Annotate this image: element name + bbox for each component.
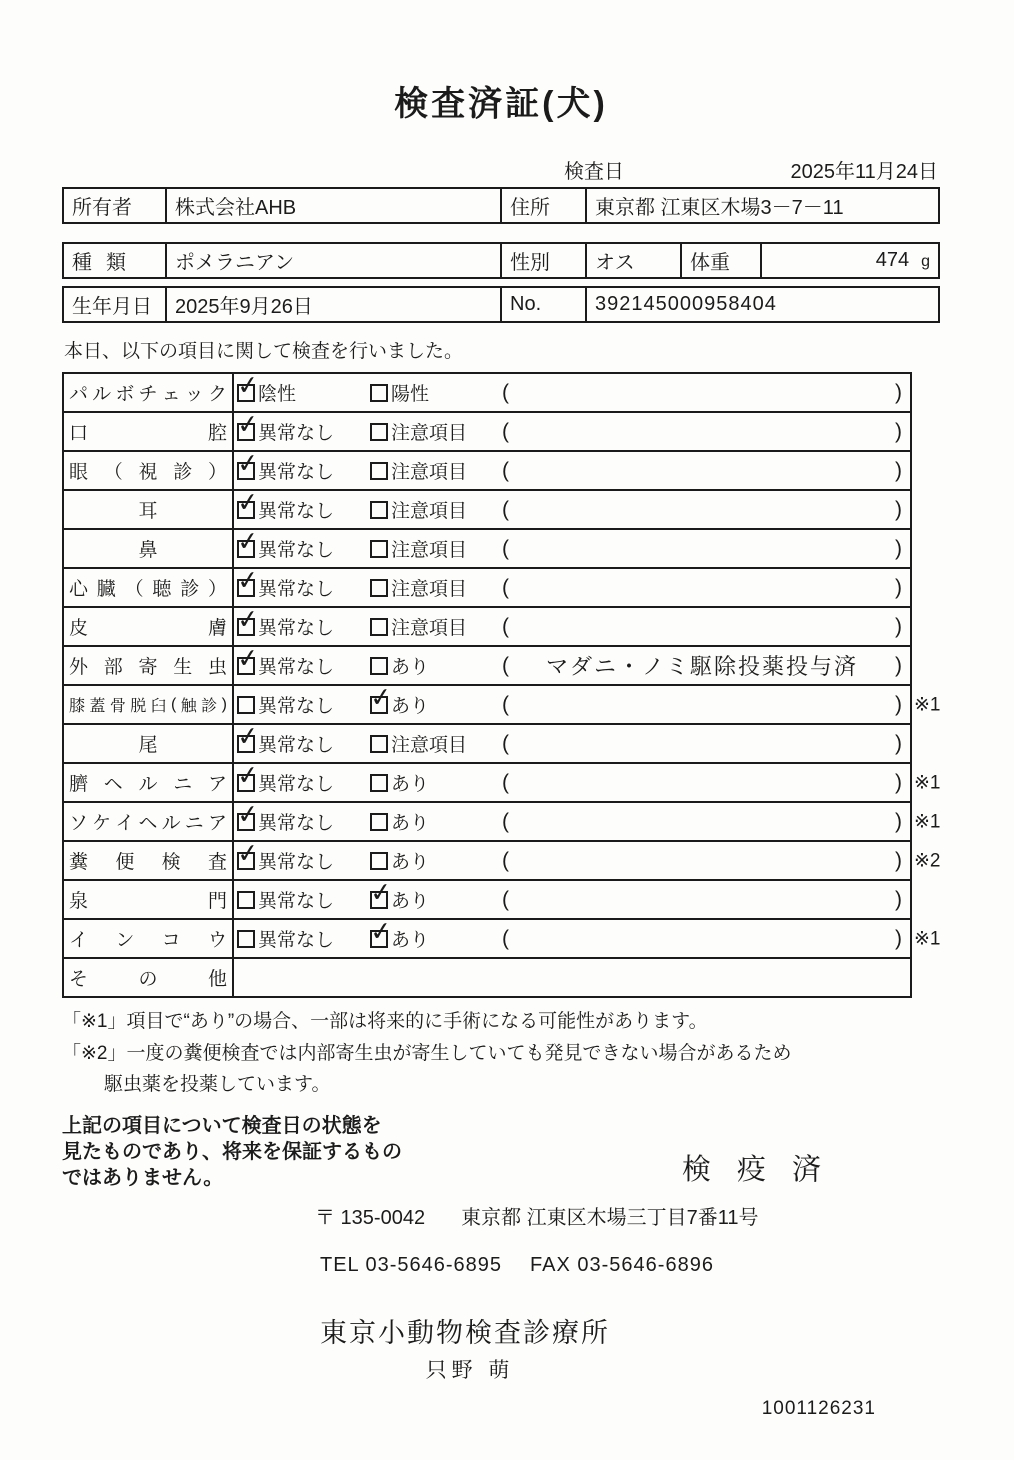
checkbox-icon [370, 618, 388, 636]
close-paren: ) [895, 731, 902, 755]
birth-info-table [62, 286, 940, 323]
remarks-field [502, 381, 910, 405]
option-positive [368, 914, 502, 952]
remarks-text: マダニ・ノミ駆除投薬投与済 [545, 654, 858, 679]
sex-value: オス [586, 243, 681, 278]
checkbox-icon [237, 696, 255, 714]
inspection-row-body [234, 368, 910, 411]
remarks-field [502, 888, 910, 912]
inspection-row-body [234, 563, 910, 606]
option-positive-label: 注意項目 [391, 501, 468, 522]
checkbox-icon [235, 602, 261, 636]
checkbox-icon [368, 914, 394, 948]
sex-label: 性別 [501, 243, 586, 278]
inspection-row-body [234, 914, 910, 957]
footnote-1: 「※1」項目で“あり”の場合、一部は将来的に手術になる可能性があります。 [62, 1011, 708, 1032]
checkbox-icon [370, 852, 388, 870]
address-value: 東京都 江東区木場3－7－11 [586, 188, 939, 223]
inspection-row [64, 602, 910, 647]
inspection-row-body [234, 836, 910, 879]
checkbox-icon [370, 462, 388, 480]
option-positive [370, 379, 502, 406]
option-negative-label: 異常なし [258, 930, 335, 951]
open-paren: ( [502, 653, 509, 677]
clinic-info [62, 1201, 940, 1420]
option-positive-label: あり [391, 657, 430, 678]
option-positive [370, 652, 502, 679]
disclaimer-line-1: 上記の項目について検査日の状態を [62, 1114, 382, 1137]
inspection-row [64, 680, 941, 725]
disclaimer-line-2: 見たものであり、将来を保証するもの [62, 1140, 402, 1163]
option-negative-label: 異常なし [258, 813, 335, 834]
checkbox-icon [237, 891, 255, 909]
open-paren: ( [502, 380, 509, 404]
owner-value: 株式会社AHB [166, 188, 501, 223]
checkbox-icon [370, 657, 388, 675]
option-positive [370, 730, 502, 757]
option-negative [234, 886, 370, 913]
inspection-row [64, 758, 941, 803]
close-paren: ) [895, 770, 902, 794]
check-mark-icon: ✓ [235, 836, 261, 869]
checkbox-icon [368, 875, 394, 909]
owner-info-table [62, 187, 940, 224]
checkbox-icon [370, 774, 388, 792]
option-negative [234, 485, 370, 523]
inspection-row-body [234, 407, 910, 450]
option-positive [370, 847, 502, 874]
quarantine-stamp: 検 疫 済 [681, 1153, 830, 1186]
close-paren: ) [895, 497, 902, 521]
footnote-mark: ※1 [914, 694, 941, 715]
inspection-row [64, 836, 941, 881]
checkbox-icon [370, 813, 388, 831]
remarks-field [502, 498, 910, 522]
option-positive-label: あり [391, 813, 430, 834]
weight-value: 474 g [761, 243, 939, 278]
option-negative [234, 446, 370, 484]
option-positive-label: 注意項目 [391, 423, 468, 444]
option-positive [370, 808, 502, 835]
checkbox-icon [235, 563, 261, 597]
no-value: 392145000958404 [586, 287, 939, 322]
check-mark-icon: ✓ [235, 563, 261, 596]
option-positive-label: 陽性 [391, 384, 430, 405]
footnote-mark: ※1 [914, 811, 941, 832]
document-content [62, 0, 940, 1439]
open-paren: ( [502, 770, 509, 794]
inspection-row-body [234, 680, 910, 723]
checkbox-icon [370, 579, 388, 597]
open-paren: ( [502, 926, 509, 950]
close-paren: ) [895, 614, 902, 638]
inspection-row-body [234, 797, 910, 840]
clinic-fax: FAX 03-5646-6896 [530, 1253, 714, 1276]
remarks-field [502, 650, 910, 681]
option-negative [234, 407, 370, 445]
close-paren: ) [895, 809, 902, 833]
document-serial-number: 1001126231 [761, 1397, 876, 1419]
remarks-field [502, 693, 910, 717]
check-mark-icon: ✓ [235, 602, 261, 635]
check-mark-icon: ✓ [368, 914, 394, 947]
inspection-row [64, 719, 910, 764]
option-positive [370, 535, 502, 562]
inspection-date-label: 検査日 [564, 161, 624, 183]
inspection-item-label: 泉 門 [64, 881, 234, 918]
inspection-row [64, 959, 910, 996]
remarks-field [502, 576, 910, 600]
remarks-field [502, 732, 910, 756]
remarks-field [502, 537, 910, 561]
inspection-item-label: 外 部 寄 生 虫 [64, 647, 234, 684]
option-positive [370, 457, 502, 484]
checkbox-icon [235, 641, 261, 675]
option-negative-label: 異常なし [258, 696, 335, 717]
checkbox-icon [235, 836, 261, 870]
clinic-name: 東京小動物検査診療所 [320, 1317, 610, 1348]
option-negative [234, 602, 370, 640]
option-negative [234, 524, 370, 562]
footnote-2-continued: 駆虫薬を投薬しています。 [104, 1074, 331, 1095]
disclaimer-line-3: ではありません。 [62, 1166, 224, 1189]
check-mark-icon: ✓ [235, 446, 261, 479]
option-negative-label: 異常なし [258, 891, 335, 912]
open-paren: ( [502, 614, 509, 638]
checkbox-icon [370, 423, 388, 441]
option-negative [234, 368, 370, 406]
option-negative-label: 異常なし [258, 579, 335, 600]
inspection-row-body [234, 641, 910, 684]
option-positive-label: あり [391, 891, 430, 912]
inspection-table [62, 368, 941, 998]
close-paren: ) [895, 848, 902, 872]
close-paren: ) [895, 692, 902, 716]
inspection-item-label: 鼻 [64, 530, 234, 567]
check-mark-icon: ✓ [368, 875, 394, 908]
footnotes [62, 1008, 940, 1100]
option-positive-label: 注意項目 [391, 579, 468, 600]
option-positive [370, 769, 502, 796]
remarks-field [502, 615, 910, 639]
option-negative-label: 異常なし [258, 774, 335, 795]
close-paren: ) [895, 458, 902, 482]
option-negative [234, 691, 370, 718]
owner-label: 所有者 [63, 188, 166, 223]
inspection-row [64, 407, 910, 452]
checkbox-icon [235, 407, 261, 441]
breed-value: ポメラニアン [166, 243, 501, 278]
inspection-item-label: 糞 便 検 査 [64, 842, 234, 879]
close-paren: ) [895, 653, 902, 677]
inspection-row-body [234, 524, 910, 567]
inspection-item-label: 眼 （ 視 診 ） [64, 452, 234, 489]
birth-label: 生年月日 [63, 287, 166, 322]
open-paren: ( [502, 809, 509, 833]
footnote-mark: ※1 [914, 772, 941, 793]
remarks-field [502, 810, 910, 834]
option-negative-label: 異常なし [258, 852, 335, 873]
inspection-row [64, 914, 941, 959]
checkbox-icon [235, 719, 261, 753]
open-paren: ( [502, 419, 509, 443]
inspection-row-body [234, 959, 910, 996]
clinic-address: 東京都 江東区木場三丁目7番11号 [461, 1206, 759, 1229]
checkbox-icon [370, 540, 388, 558]
option-positive-label: あり [391, 930, 430, 951]
option-negative [234, 758, 370, 796]
remarks-field [502, 849, 910, 873]
inspection-row [64, 446, 910, 491]
inspection-row [64, 524, 910, 569]
weight-unit: g [921, 253, 930, 270]
weight-label: 体重 [681, 243, 761, 278]
option-negative [234, 836, 370, 874]
option-positive-label: 注意項目 [391, 540, 468, 561]
option-negative-label: 異常なし [258, 423, 335, 444]
option-positive-label: 注意項目 [391, 618, 468, 639]
option-positive [370, 613, 502, 640]
disclaimer-section [62, 1113, 940, 1191]
option-positive-label: あり [391, 852, 430, 873]
inspection-item-label: 皮 膚 [64, 608, 234, 645]
clinic-tel: TEL 03-5646-6895 [320, 1253, 503, 1276]
option-negative-label: 異常なし [258, 618, 335, 639]
option-negative [234, 797, 370, 835]
checkbox-icon [235, 368, 261, 402]
clinic-address-line [315, 1201, 940, 1230]
inspection-row-body [234, 875, 910, 918]
inspection-row-body [234, 602, 910, 645]
check-mark-icon: ✓ [235, 368, 261, 401]
check-mark-icon: ✓ [235, 485, 261, 518]
close-paren: ) [895, 887, 902, 911]
option-positive [368, 680, 502, 718]
checkbox-icon [370, 384, 388, 402]
close-paren: ) [895, 926, 902, 950]
inspection-row-body [234, 446, 910, 489]
inspection-row [64, 797, 941, 842]
remarks-field [502, 420, 910, 444]
page-title: 検査済証(犬) [394, 85, 608, 123]
checkbox-icon [368, 680, 394, 714]
birth-value: 2025年9月26日 [166, 287, 501, 322]
option-positive [370, 574, 502, 601]
open-paren: ( [502, 692, 509, 716]
no-label: No. [501, 287, 586, 322]
option-positive [370, 418, 502, 445]
open-paren: ( [502, 848, 509, 872]
checkbox-icon [235, 524, 261, 558]
clinic-postal-code: 〒 135-0042 [315, 1206, 426, 1229]
open-paren: ( [502, 536, 509, 560]
inspection-row [64, 485, 910, 530]
address-label: 住所 [501, 188, 586, 223]
clinic-phone-line [320, 1254, 940, 1277]
inspection-item-label: ソ ケ イ ヘ ル ニ ア [64, 803, 234, 840]
option-negative [234, 719, 370, 757]
close-paren: ) [895, 419, 902, 443]
intro-text: 本日、以下の項目に関して検査を行いました。 [64, 341, 464, 362]
breed-label: 種類 [63, 243, 166, 278]
check-mark-icon: ✓ [235, 758, 261, 791]
check-mark-icon: ✓ [235, 524, 261, 557]
option-positive [370, 496, 502, 523]
breed-info-table [62, 242, 940, 279]
inspection-row [64, 641, 910, 686]
footnote-mark: ※1 [914, 928, 941, 949]
option-negative-label: 異常なし [258, 501, 335, 522]
footnote-2: 「※2」一度の糞便検査では内部寄生虫が寄生していても発見できない場合があるため [62, 1042, 792, 1064]
owner-row [63, 188, 939, 223]
remarks-field [502, 459, 910, 483]
inspection-row-body [234, 758, 910, 801]
option-positive-label: 注意項目 [391, 462, 468, 483]
check-mark-icon: ✓ [235, 719, 261, 752]
disclaimer-text [62, 1113, 402, 1191]
close-paren: ) [895, 536, 902, 560]
inspection-item-label: 膝 蓋 骨 脱 臼 ( 触 診 ) [64, 686, 234, 723]
inspection-row [64, 368, 910, 413]
veterinarian-name: 只野 萌 [425, 1358, 515, 1382]
option-negative-label: 異常なし [258, 735, 335, 756]
checkbox-icon [235, 797, 261, 831]
inspection-item-label: 耳 [64, 491, 234, 528]
option-positive-label: あり [391, 696, 430, 717]
inspection-item-label: そ の 他 [64, 959, 234, 996]
checkbox-icon [370, 501, 388, 519]
inspection-row-body [234, 485, 910, 528]
check-mark-icon: ✓ [235, 407, 261, 440]
close-paren: ) [895, 380, 902, 404]
inspection-item-label: パ ル ボ チ ェ ッ ク [64, 374, 234, 411]
checkbox-icon [235, 758, 261, 792]
checkbox-icon [237, 930, 255, 948]
footnote-mark: ※2 [914, 850, 941, 871]
option-negative-label: 陰性 [258, 384, 297, 405]
option-positive-label: 注意項目 [391, 735, 468, 756]
inspection-item-label: イ ン コ ウ [64, 920, 234, 957]
checkbox-icon [370, 735, 388, 753]
option-negative [234, 563, 370, 601]
inspection-row [64, 563, 910, 608]
checkbox-icon [235, 446, 261, 480]
open-paren: ( [502, 731, 509, 755]
option-negative [234, 641, 370, 679]
inspection-item-label: 心 臓 （ 聴 診 ） [64, 569, 234, 606]
option-positive-label: あり [391, 774, 430, 795]
option-positive [368, 875, 502, 913]
remarks-field [502, 927, 910, 951]
option-negative-label: 異常なし [258, 462, 335, 483]
check-mark-icon: ✓ [368, 680, 394, 713]
inspection-item-label: 臍 ヘ ル ニ ア [64, 764, 234, 801]
inspection-item-label: 口 腔 [64, 413, 234, 450]
inspection-row [64, 875, 910, 920]
inspection-row-body [234, 719, 910, 762]
option-negative-label: 異常なし [258, 657, 335, 678]
birth-row [63, 287, 939, 322]
remarks-field [502, 771, 910, 795]
checkbox-icon [235, 485, 261, 519]
open-paren: ( [502, 497, 509, 521]
check-mark-icon: ✓ [235, 797, 261, 830]
open-paren: ( [502, 887, 509, 911]
inspection-date-value: 2025年11月24日 [790, 161, 938, 183]
open-paren: ( [502, 458, 509, 482]
inspection-item-label: 尾 [64, 725, 234, 762]
close-paren: ) [895, 575, 902, 599]
breed-row [63, 243, 939, 278]
option-negative-label: 異常なし [258, 540, 335, 561]
inspection-date-row [62, 155, 940, 181]
open-paren: ( [502, 575, 509, 599]
option-negative [234, 925, 370, 952]
check-mark-icon: ✓ [235, 641, 261, 674]
